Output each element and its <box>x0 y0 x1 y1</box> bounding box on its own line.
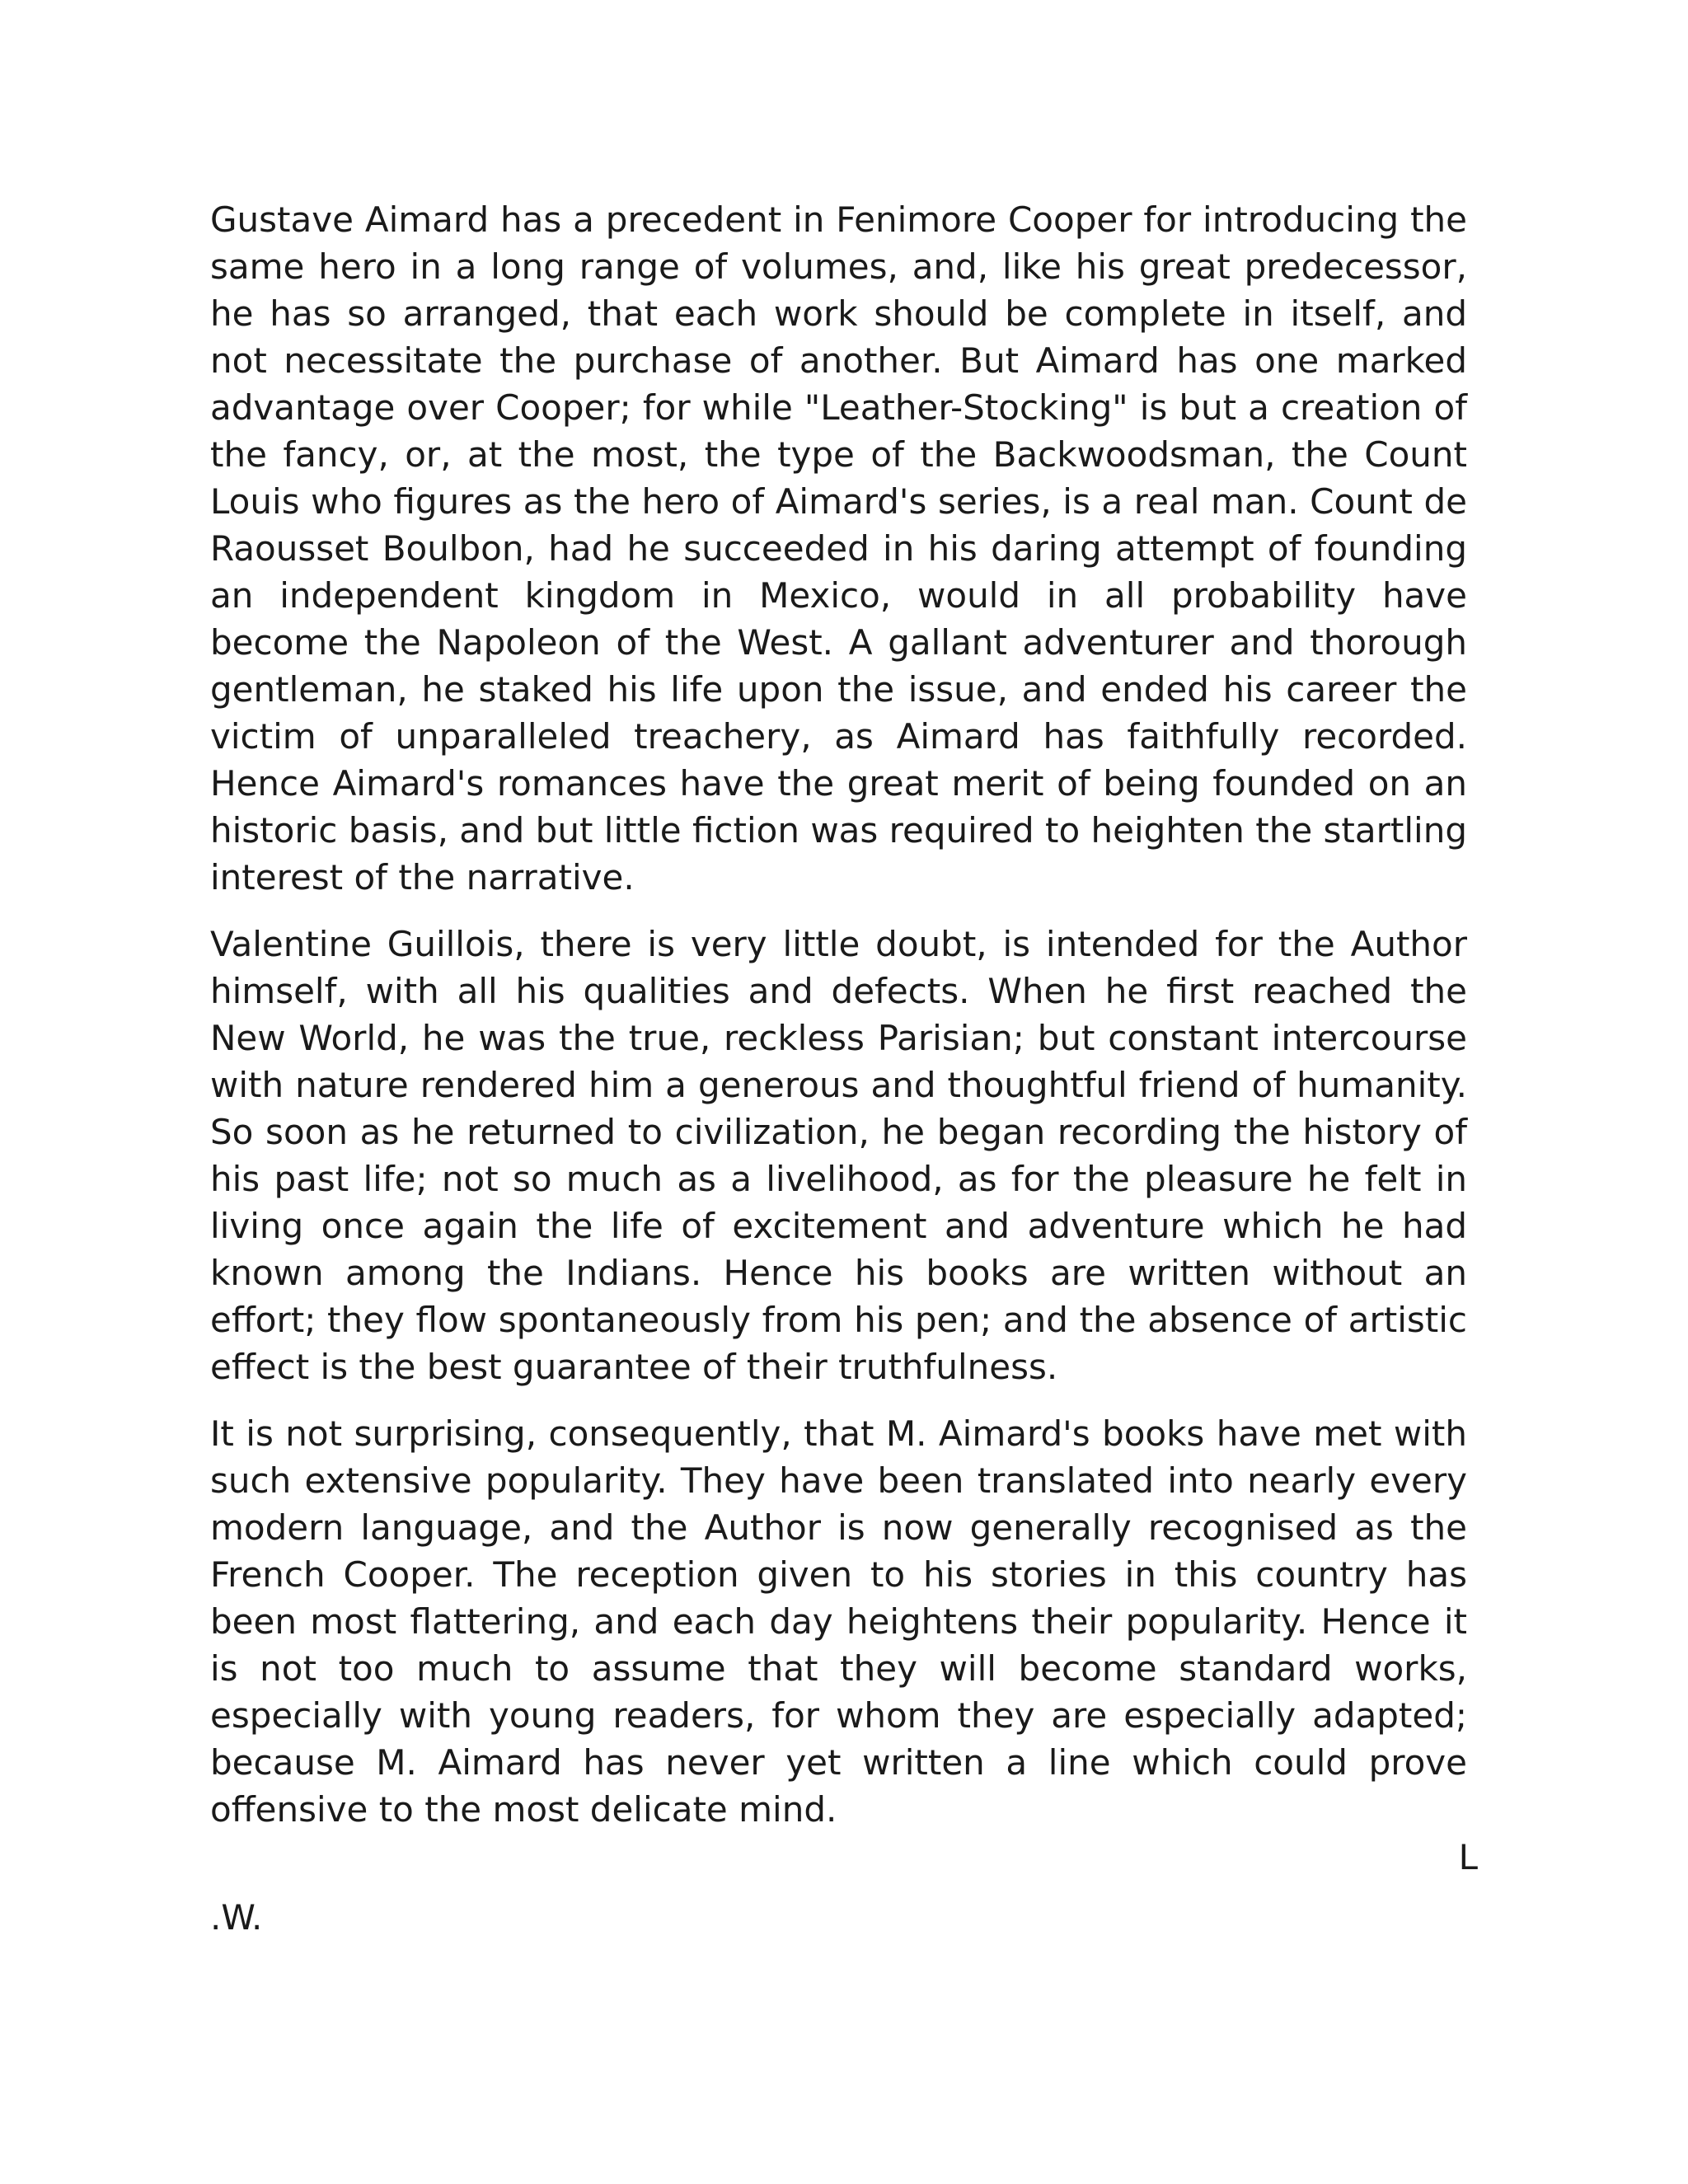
paragraph-1: Gustave Aimard has a precedent in Fenimore Cooper for introducing the same hero in a long range of volumes, and, like his great predecessor, he has so arranged, that each work should be complete in itself, and not necessitate the purchase of another. But Aimard has one marked advantage over Cooper; for while "Leather-Stocking" is but a creation of the fancy, or, at the most, the type of the Backwoodsman, the Count Louis who figures as the hero of Aimard's series, is a real man. Count de Raousset Boulbon, had he succeeded in his daring attempt of founding an independent kingdom in Mexico, would in all probability have become the Napoleon of the West. A gallant adventurer and thorough gentleman, he staked his life upon the issue, and ended his career the victim of unparalleled treachery, as Aimard has faithfully recorded. Hence Aimard's romances have the great merit of being founded on an historic basis, and but little fiction was required to heighten the startling interest of the narrative. <box>210 199 1467 898</box>
paragraph-3: It is not surprising, consequently, that M. Aimard's books have met with such extensive popularity. They have been translated into nearly every modern language, and the Author is now generally recognised as the French Cooper. The reception given to his stories in this country has been most flattering, and each day heightens their popularity. Hence it is not too much to assume that they will become standard works, especially with young readers, for whom they are especially adapted; because M. Aimard has never yet written a line which could prove offensive to the most delicate mind. <box>210 1413 1467 1830</box>
body-text <box>210 196 1467 1853</box>
signature-initial-l: L <box>1458 1837 1478 1877</box>
paragraph-2: Valentine Guillois, there is very little doubt, is intended for the Author himself, with all his qualities and defects. When he first reached the New World, he was the true, reckless Parisian; but constant intercourse with nature rendered him a generous and thoughtful friend of humanity. So soon as he returned to civilization, he began recording the history of his past life; not so much as a livelihood, as for the pleasure he felt in living once again the life of excitement and adventure which he had known among the Indians. Hence his books are written without an effort; they flow spontaneously from his pen; and the absence of artistic effect is the best guarantee of their truthfulness. <box>210 924 1467 1387</box>
signature-initial-w: .W. <box>210 1897 263 1938</box>
